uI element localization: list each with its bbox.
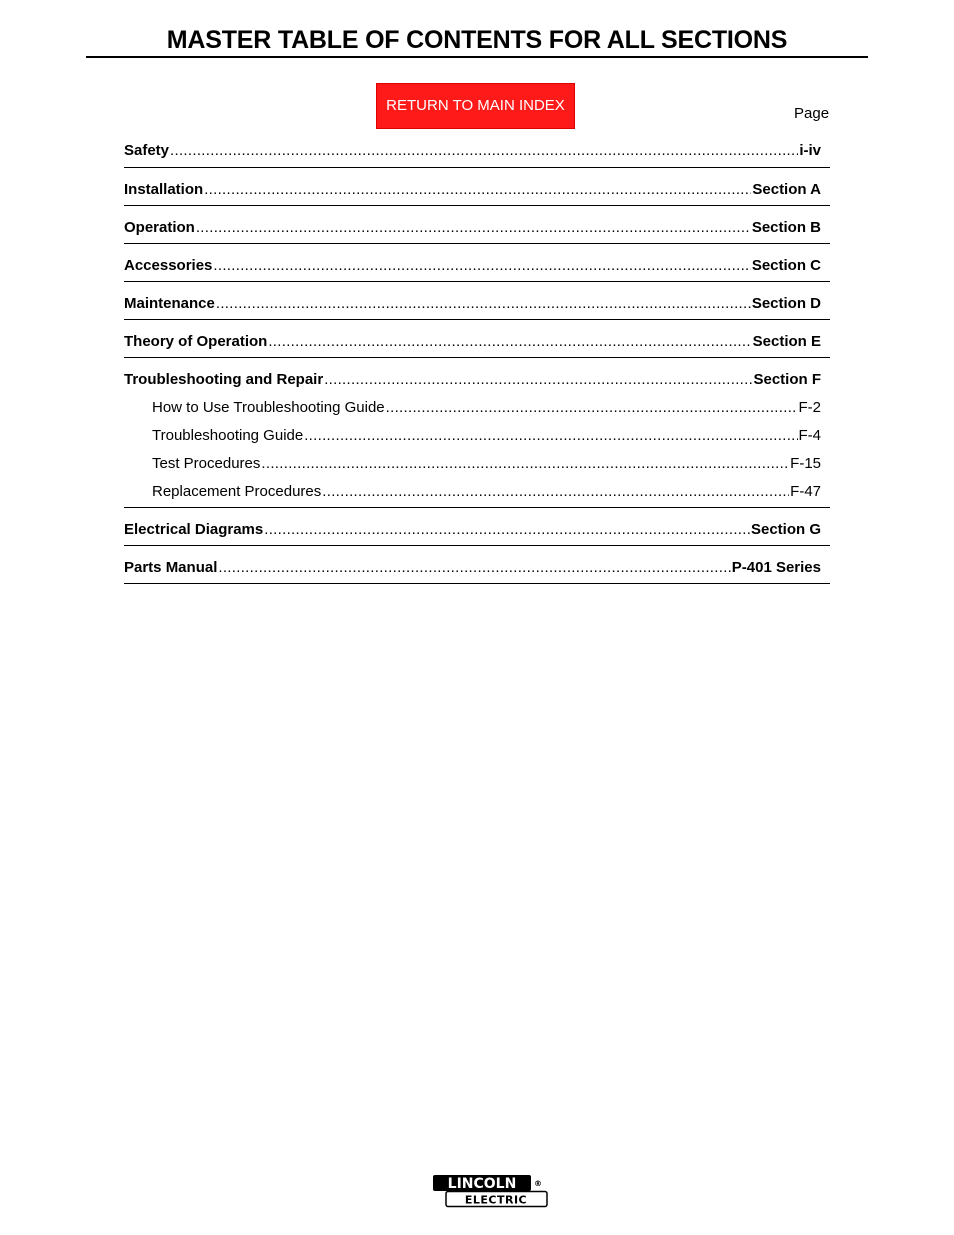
toc-entry-installation[interactable] bbox=[124, 176, 830, 204]
toc-subentry-label: Troubleshooting Guide bbox=[152, 427, 304, 444]
toc-entry-label: Troubleshooting and Repair bbox=[124, 371, 324, 388]
leader-dots bbox=[213, 252, 750, 280]
lincoln-electric-logo bbox=[432, 1174, 548, 1208]
toc-entry-page: Section B bbox=[751, 219, 821, 236]
leader-dots bbox=[304, 422, 797, 450]
toc-entry-label: Operation bbox=[124, 219, 195, 236]
toc-subentry-page: F-47 bbox=[790, 483, 821, 500]
toc-group-operation bbox=[124, 206, 830, 244]
toc-group-parts-manual bbox=[124, 546, 830, 584]
toc-entry-page: P-401 Series bbox=[731, 559, 821, 576]
toc-entry-label: Parts Manual bbox=[124, 559, 218, 576]
leader-dots bbox=[264, 516, 750, 544]
leader-dots bbox=[322, 478, 789, 506]
return-to-main-index-button[interactable]: RETURN TO MAIN INDEX bbox=[376, 83, 575, 129]
toc-subentry-label: How to Use Troubleshooting Guide bbox=[152, 399, 385, 416]
toc-entry-label: Accessories bbox=[124, 257, 213, 274]
toc-subentry-how-to-use-guide[interactable] bbox=[124, 394, 830, 422]
leader-dots bbox=[324, 366, 752, 394]
toc-group-accessories bbox=[124, 244, 830, 282]
toc-entry-safety[interactable] bbox=[124, 137, 830, 165]
toc-group-electrical-diagrams bbox=[124, 508, 830, 546]
toc-entry-label: Safety bbox=[124, 142, 170, 159]
toc-group-installation bbox=[124, 168, 830, 206]
toc-entry-operation[interactable] bbox=[124, 214, 830, 242]
toc-entry-electrical-diagrams[interactable] bbox=[124, 516, 830, 544]
toc-group-troubleshooting bbox=[124, 358, 830, 508]
toc-subentry-test-procedures[interactable] bbox=[124, 450, 830, 478]
toc-subentry-page: F-15 bbox=[790, 455, 821, 472]
logo-top-text: LINCOLN bbox=[447, 1176, 517, 1192]
leader-dots bbox=[204, 176, 751, 204]
leader-dots bbox=[170, 137, 798, 165]
toc-entry-page: Section G bbox=[750, 521, 821, 538]
leader-dots bbox=[261, 450, 789, 478]
toc-subentry-replacement-procedures[interactable] bbox=[124, 478, 830, 506]
toc-entry-page: Section A bbox=[752, 181, 821, 198]
toc-entry-label: Maintenance bbox=[124, 295, 215, 312]
toc-entry-page: Section C bbox=[751, 257, 821, 274]
toc-group-theory-of-operation bbox=[124, 320, 830, 358]
toc-entry-maintenance[interactable] bbox=[124, 290, 830, 318]
toc-entry-page: i-iv bbox=[799, 142, 821, 159]
leader-dots bbox=[196, 214, 751, 242]
toc-entry-page: Section D bbox=[751, 295, 821, 312]
registered-mark-icon: ® bbox=[534, 1179, 542, 1188]
leader-dots bbox=[268, 328, 751, 356]
toc-entry-page: Section E bbox=[752, 333, 821, 350]
toc-entry-theory-of-operation[interactable] bbox=[124, 328, 830, 356]
page-title: MASTER TABLE OF CONTENTS FOR ALL SECTIONS bbox=[86, 26, 868, 58]
leader-dots bbox=[386, 394, 798, 422]
toc-entry-label: Theory of Operation bbox=[124, 333, 268, 350]
table-of-contents bbox=[124, 133, 830, 584]
toc-entry-parts-manual[interactable] bbox=[124, 554, 830, 582]
toc-entry-label: Electrical Diagrams bbox=[124, 521, 264, 538]
logo-bottom-text: ELECTRIC bbox=[464, 1193, 528, 1207]
toc-entry-accessories[interactable] bbox=[124, 252, 830, 280]
toc-subentry-page: F-2 bbox=[798, 399, 821, 416]
toc-group-maintenance bbox=[124, 282, 830, 320]
toc-subentry-label: Replacement Procedures bbox=[152, 483, 322, 500]
leader-dots bbox=[218, 554, 730, 582]
toc-subentry-label: Test Procedures bbox=[152, 455, 261, 472]
toc-entry-troubleshooting-and-repair[interactable] bbox=[124, 366, 830, 394]
page-column-header: Page bbox=[794, 105, 830, 122]
toc-subentry-troubleshooting-guide[interactable] bbox=[124, 422, 830, 450]
toc-subentry-page: F-4 bbox=[798, 427, 821, 444]
toc-entry-page: Section F bbox=[753, 371, 821, 388]
leader-dots bbox=[216, 290, 751, 318]
toc-entry-label: Installation bbox=[124, 181, 204, 198]
toc-group-safety bbox=[124, 133, 830, 168]
